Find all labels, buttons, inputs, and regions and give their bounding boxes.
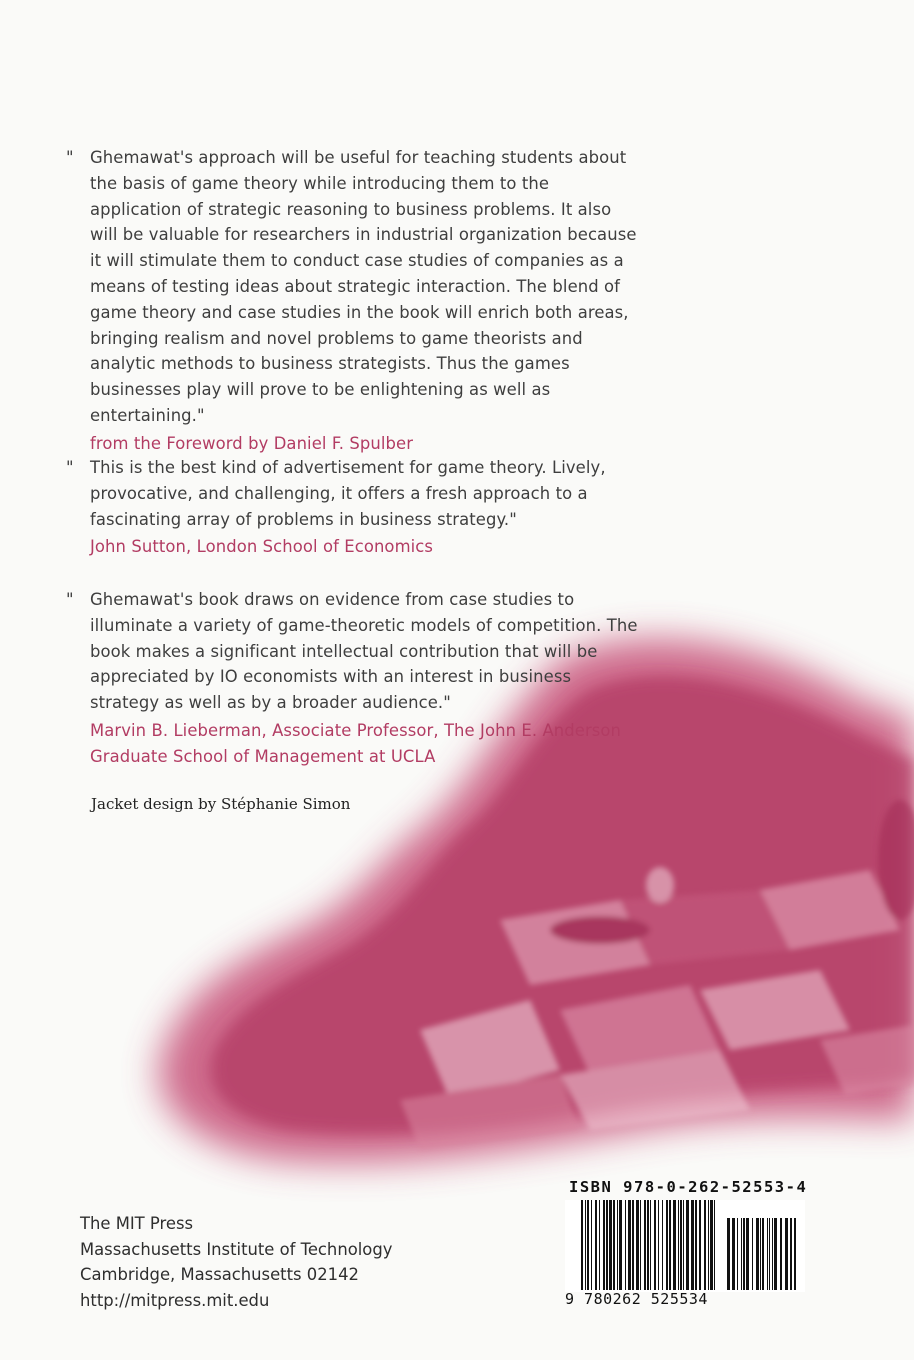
- barcode-stripe: [617, 1200, 618, 1290]
- publisher-url: http://mitpress.mit.edu: [80, 1290, 270, 1310]
- barcode-stripe: [769, 1218, 770, 1290]
- barcode-stripe: [678, 1200, 679, 1290]
- barcode-stripe: [632, 1200, 634, 1290]
- barcode-stripe: [585, 1200, 586, 1290]
- barcode-stripe: [710, 1200, 713, 1290]
- barcode-stripe: [680, 1200, 682, 1290]
- barcode-stripe: [673, 1200, 676, 1290]
- barcode-stripe: [625, 1200, 626, 1290]
- barcode-stripe: [756, 1218, 759, 1290]
- open-quote-mark: ": [66, 590, 74, 609]
- barcode-stripe: [658, 1200, 659, 1290]
- barcode-bars: [565, 1200, 805, 1292]
- barcode-stripe: [746, 1218, 749, 1290]
- barcode-stripe: [686, 1200, 689, 1290]
- barcode-stripe: [762, 1218, 764, 1290]
- barcode-stripe: [780, 1218, 782, 1290]
- barcode-stripe: [613, 1200, 615, 1290]
- barcode-stripe: [587, 1200, 589, 1290]
- barcode-stripe: [654, 1200, 656, 1290]
- review-quote-spulber: [66, 145, 638, 457]
- jacket-design-credit: Jacket design by Stéphanie Simon: [91, 795, 351, 813]
- barcode-stripe: [699, 1200, 701, 1290]
- barcode-stripe: [727, 1218, 730, 1290]
- barcode-stripe: [609, 1200, 612, 1290]
- barcode-number: 9 780262 525534: [565, 1290, 708, 1308]
- barcode-stripe: [650, 1200, 651, 1290]
- barcode-stripe: [743, 1218, 745, 1290]
- publisher-city: Cambridge, Massachusetts 02142: [80, 1265, 359, 1285]
- barcode-stripe: [790, 1218, 792, 1290]
- barcode-stripe: [628, 1200, 631, 1290]
- quote-attribution: John Sutton, London School of Economics: [90, 537, 434, 557]
- barcode-stripe: [767, 1218, 768, 1290]
- barcode-stripe: [662, 1200, 663, 1290]
- barcode-stripe: [760, 1218, 761, 1290]
- barcode-stripe: [752, 1218, 753, 1290]
- barcode-stripe: [636, 1200, 639, 1290]
- barcode-stripe: [619, 1200, 622, 1290]
- barcode-stripe: [647, 1200, 649, 1290]
- barcode-stripe: [704, 1200, 706, 1290]
- quote-text: Ghemawat's book draws on evidence from case studies to illuminate a variety of game-theoretic models of competition. The book makes a significant intellectual contribution that will be appreciated by IO economists with an interest in business strategy as well as by a broader audience.": [90, 590, 638, 713]
- publisher-institution: Massachusetts Institute of Technology: [80, 1239, 393, 1259]
- barcode-stripe: [599, 1200, 600, 1290]
- isbn-label: ISBN 978-0-262-52553-4: [569, 1178, 808, 1196]
- open-quote-mark: ": [66, 148, 74, 167]
- barcode-stripe: [794, 1218, 796, 1290]
- quote-attribution: Marvin B. Lieberman, Associate Professor, The John E. Anderson Graduate School of Management at UCLA: [90, 720, 622, 766]
- open-quote-mark: ": [66, 458, 74, 477]
- barcode-stripe: [581, 1200, 583, 1290]
- barcode-stripe: [785, 1218, 788, 1290]
- quote-text: Ghemawat's approach will be useful for teaching students about the basis of game theory while introducing them to the application of strategic reasoning to business problems. It also will be valuable for researchers in industrial organization because it will stimulate them to conduct case studies of companies as a means of testing ideas about strategic interaction. The blend of game theory and case studies in the book will enrich both areas, bringing realism and novel problems to game theorists and analytic methods to business strategists. Thus the games businesses play will prove to be enlightening as well as entertaining.": [90, 148, 637, 425]
- quote-attribution: from the Foreword by Daniel F. Spulber: [90, 433, 414, 453]
- barcode-stripe: [708, 1200, 709, 1290]
- barcode-stripe: [772, 1218, 773, 1290]
- publisher-address: [80, 1211, 392, 1313]
- quote-text: This is the best kind of advertisement for game theory. Lively, provocative, and challenging, it offers a fresh approach to a fascinating array of problems in business strategy.": [90, 458, 606, 529]
- barcode-stripe: [714, 1200, 715, 1290]
- isbn-barcode: [565, 1178, 808, 1318]
- barcode-stripe: [595, 1200, 597, 1290]
- barcode-stripe: [737, 1218, 738, 1290]
- barcode-stripe: [683, 1200, 684, 1290]
- barcode-stripe: [644, 1200, 646, 1290]
- review-quote-sutton: [66, 455, 638, 560]
- barcode-stripe: [606, 1200, 608, 1290]
- barcode-stripe: [669, 1200, 671, 1290]
- publisher-name: The MIT Press: [80, 1214, 194, 1233]
- barcode-stripe: [774, 1218, 777, 1290]
- review-quote-lieberman: [66, 587, 638, 770]
- barcode-stripe: [640, 1200, 641, 1290]
- barcode-stripe: [741, 1218, 742, 1290]
- barcode-stripe: [591, 1200, 592, 1290]
- barcode-stripe: [732, 1218, 735, 1290]
- barcode-stripe: [603, 1200, 605, 1290]
- barcode-stripe: [691, 1200, 694, 1290]
- barcode-stripe: [695, 1200, 697, 1290]
- barcode-stripe: [666, 1200, 668, 1290]
